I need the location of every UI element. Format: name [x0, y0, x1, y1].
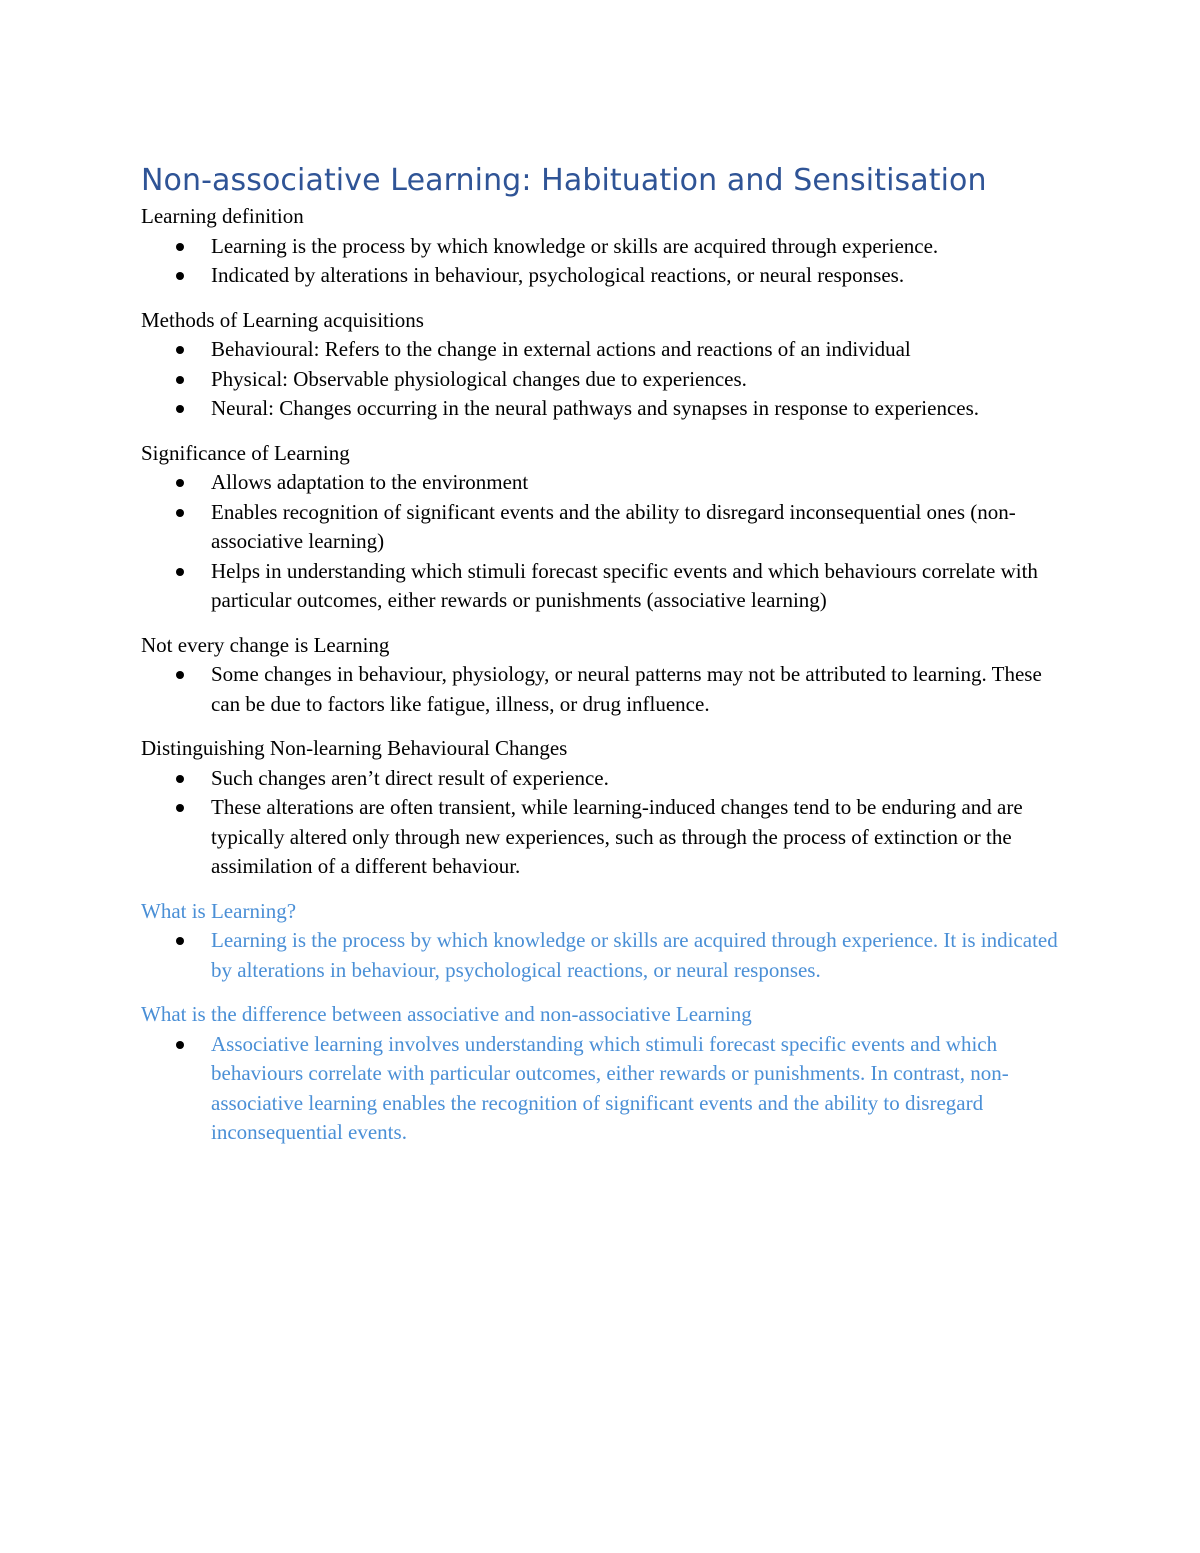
bullet-icon — [176, 376, 184, 384]
list-item-text: Learning is the process by which knowledge or skills are acquired through experience. — [211, 233, 939, 258]
bullet-list — [141, 468, 1071, 616]
bullet-list — [141, 926, 1071, 985]
list-item — [141, 660, 1071, 719]
bullet-icon — [176, 405, 184, 413]
bullet-icon — [176, 568, 184, 576]
list-item — [141, 498, 1071, 557]
question-heading: What is the difference between associative and non-associative Learning — [141, 1002, 752, 1026]
bullet-list — [141, 1030, 1071, 1148]
section-heading: Distinguishing Non-learning Behavioural Changes — [141, 736, 568, 760]
bullet-icon — [176, 937, 184, 945]
list-item — [141, 232, 1071, 262]
section-heading: Significance of Learning — [141, 440, 350, 465]
bullet-list — [141, 764, 1071, 882]
list-item — [141, 557, 1071, 616]
list-item-text: Indicated by alterations in behaviour, psychological reactions, or neural responses. — [211, 263, 905, 287]
question-heading: What is Learning? — [141, 898, 297, 923]
list-item-text: Neural: Changes occurring in the neural pathways and synapses in response to experiences. — [211, 396, 980, 420]
section-what-is-learning — [141, 897, 1071, 986]
list-item — [141, 261, 1071, 291]
bullet-icon — [176, 509, 184, 517]
list-item-text: Learning is the process by which knowledge or skills are acquired through experience. It is indicated by alterations in behaviour, psychological reactions, or neural responses. — [211, 928, 1058, 982]
bullet-icon — [176, 775, 184, 783]
list-item — [141, 1030, 1071, 1148]
section-significance-of-learning — [141, 439, 1071, 616]
list-item — [141, 335, 1071, 365]
bullet-list — [141, 335, 1071, 424]
list-item-text: Behavioural: Refers to the change in external actions and reactions of an individual — [211, 337, 911, 361]
list-item — [141, 926, 1071, 985]
section-heading: Not every change is Learning — [141, 632, 390, 657]
list-item — [141, 468, 1071, 498]
bullet-list — [141, 232, 1071, 291]
list-item-text: Helps in understanding which stimuli forecast specific events and which behaviours correlate with particular outcomes, either rewards or punishments (associative learning) — [211, 558, 1038, 612]
bullet-icon — [176, 1041, 184, 1049]
list-item-text: These alterations are often transient, while learning-induced changes tend to be enduring and are typically altered only through new experiences, such as through the process of extinction or the assimilation of a different behaviour. — [211, 795, 1023, 878]
document-body — [141, 160, 1071, 1148]
section-not-every-change — [141, 631, 1071, 720]
list-item-text: Associative learning involves understanding which stimuli forecast specific events and which behaviours correlate with particular outcomes, either rewards or punishments. In contrast, non-associative learning enables the recognition of significant events and the ability to disregard inconsequential events. — [211, 1031, 1009, 1144]
bullet-icon — [176, 272, 184, 280]
list-item-text: Enables recognition of significant events and the ability to disregard inconsequential ones (non-associative learning) — [211, 499, 1016, 553]
list-item — [141, 394, 1071, 424]
bullet-list — [141, 660, 1071, 719]
section-associative-vs-non-associative — [141, 1000, 1071, 1148]
bullet-icon — [176, 804, 184, 812]
section-methods-of-learning — [141, 306, 1071, 424]
list-item — [141, 365, 1071, 395]
list-item-text: Some changes in behaviour, physiology, or neural patterns may not be attributed to learning. These can be due to factors like fatigue, illness, or drug influence. — [211, 662, 1042, 716]
section-heading: Methods of Learning acquisitions — [141, 307, 424, 332]
bullet-icon — [176, 671, 184, 679]
document-title: Non-associative Learning: Habituation and Sensitisation — [141, 163, 987, 198]
list-item — [141, 764, 1071, 794]
section-heading: Learning definition — [141, 204, 304, 228]
list-item — [141, 793, 1071, 882]
section-learning-definition — [141, 202, 1071, 291]
list-item-text: Physical: Observable physiological changes due to experiences. — [211, 366, 747, 391]
bullet-icon — [176, 243, 184, 251]
section-distinguishing-non-learning — [141, 734, 1071, 882]
list-item-text: Such changes aren’t direct result of experience. — [211, 765, 609, 790]
bullet-icon — [176, 479, 184, 487]
bullet-icon — [176, 346, 184, 354]
list-item-text: Allows adaptation to the environment — [211, 470, 529, 494]
